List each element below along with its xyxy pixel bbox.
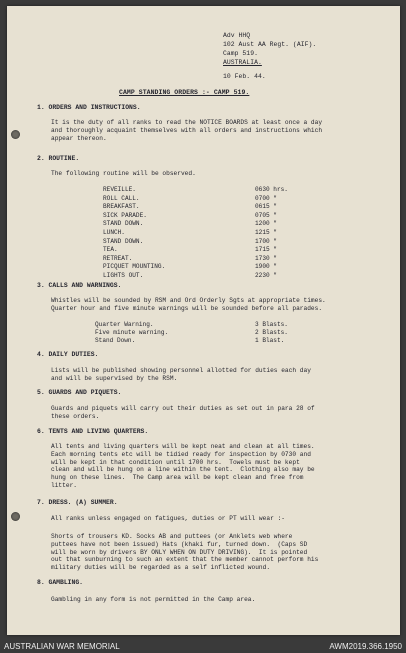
- country-line: AUSTRALIA.: [223, 59, 262, 66]
- call-item-label: Quarter Warning.: [95, 321, 154, 328]
- routine-item-time: 0630 hrs.: [255, 186, 288, 193]
- section-text: Guards and piquets will carry out their duties as set out in para 28 of these orders.: [51, 405, 315, 420]
- routine-item-label: TEA.: [103, 246, 118, 254]
- routine-item-label: STAND DOWN.: [103, 220, 144, 228]
- section-text: Shorts of trousers KD. Socks AB and puttees (or Anklets web where puttees have not been issued) Hats (khaki fur, turned down. (Caps SD will be worn by drivers BY ONLY WHEN ON DUTY DRIVING). It is pointed out that sunburning to such an extent that the member cannot perform his military duties will be regarded as a self inflicted wound.: [51, 533, 319, 572]
- call-item-value: 3 Blasts.: [255, 321, 288, 328]
- routine-item-time: 1215 ": [255, 228, 277, 236]
- call-item-value: 2 Blasts.: [255, 328, 288, 336]
- section-heading: 5. GUARDS AND PIQUETS.: [37, 389, 122, 396]
- routine-item-label: REVEILLE.: [103, 186, 136, 193]
- routine-item-label: LIGHTS OUT.: [103, 271, 144, 279]
- section-heading: 7. DRESS. (A) SUMMER.: [37, 499, 118, 506]
- routine-item-time: 2230 ": [255, 271, 277, 279]
- regiment-line: 102 Aust AA Regt. (AIF).: [223, 41, 317, 48]
- routine-item-time: 0705 ": [255, 211, 277, 219]
- routine-item-label: LUNCH.: [103, 228, 125, 236]
- routine-item-time: 1700 ": [255, 237, 277, 245]
- calls-labels: [95, 321, 168, 344]
- footer-institution: AUSTRALIAN WAR MEMORIAL: [4, 642, 120, 651]
- section-text: Gambling in any form is not permitted in the Camp area.: [51, 596, 256, 603]
- routine-times: [255, 186, 288, 281]
- routine-item-time: 1200 ": [255, 220, 277, 228]
- footer-bar: [0, 639, 406, 653]
- routine-item-label: STAND DOWN.: [103, 237, 144, 245]
- document-title: CAMP STANDING ORDERS :- CAMP 519.: [119, 89, 250, 96]
- document-date: 10 Feb. 44.: [223, 73, 266, 80]
- section-text: Whistles will be sounded by RSM and Ord Orderly Sgts at appropriate times. Quarter hour and five minute warnings will be sounded before all parades.: [51, 297, 326, 312]
- call-item-value: 1 Blast.: [255, 336, 285, 344]
- section-heading: 4. DAILY DUTIES.: [37, 351, 99, 358]
- section-heading: 6. TENTS AND LIVING QUARTERS.: [37, 428, 149, 435]
- routine-item-label: RETREAT.: [103, 254, 133, 262]
- routine-item-time: 0700 ": [255, 194, 277, 202]
- camp-line: Camp 519.: [223, 50, 258, 57]
- routine-item-time: 1900 ": [255, 263, 277, 271]
- section-heading: 2. ROUTINE.: [37, 155, 80, 162]
- section-text: Lists will be published showing personnel allotted for duties each day and will be supervised by the RSM.: [51, 367, 311, 382]
- routine-item-label: ROLL CALL.: [103, 194, 140, 202]
- section-heading: 8. GAMBLING.: [37, 579, 84, 586]
- section-heading: 3. CALLS AND WARNINGS.: [37, 282, 122, 289]
- routine-item-label: PICQUET MOUNTING.: [103, 263, 166, 271]
- section-intro: The following routine will be observed.: [51, 170, 196, 177]
- routine-labels: [103, 186, 165, 281]
- routine-item-time: 1715 ": [255, 246, 277, 254]
- section-intro: All ranks unless engaged on fatigues, duties or PT will wear :-: [51, 515, 285, 522]
- section-heading: 1. ORDERS AND INSTRUCTIONS.: [37, 104, 141, 111]
- footer-accession-number: AWM2019.366.1950: [329, 642, 402, 651]
- call-item-label: Five minute warning.: [95, 328, 169, 336]
- calls-values: [255, 321, 288, 344]
- routine-item-label: BREAKFAST.: [103, 203, 140, 211]
- routine-item-time: 1730 ": [255, 254, 277, 262]
- document-page: [7, 6, 400, 635]
- section-text: It is the duty of all ranks to read the NOTICE BOARDS at least once a day and thoroughly acquaint themselves with all orders and instructions which appear thereon.: [51, 119, 323, 142]
- punch-hole: [11, 130, 20, 139]
- punch-hole: [11, 512, 20, 521]
- letterhead-block: [223, 31, 316, 81]
- unit-line: Adv HHQ: [223, 32, 251, 39]
- section-text: All tents and living quarters will be kept neat and clean at all times. Each morning tents etc will be tidied ready for inspection by 0730 and will be kept in that condition until 1700 hrs. Towels must be kept clean and will be hung on a line within the tent. Clothing also may be hung on these lines. The Camp area will be kept clean and free from litter.: [51, 443, 315, 489]
- routine-item-label: SICK PARADE.: [103, 211, 147, 219]
- call-item-label: Stand Down.: [95, 336, 136, 344]
- routine-item-time: 0615 ": [255, 203, 277, 211]
